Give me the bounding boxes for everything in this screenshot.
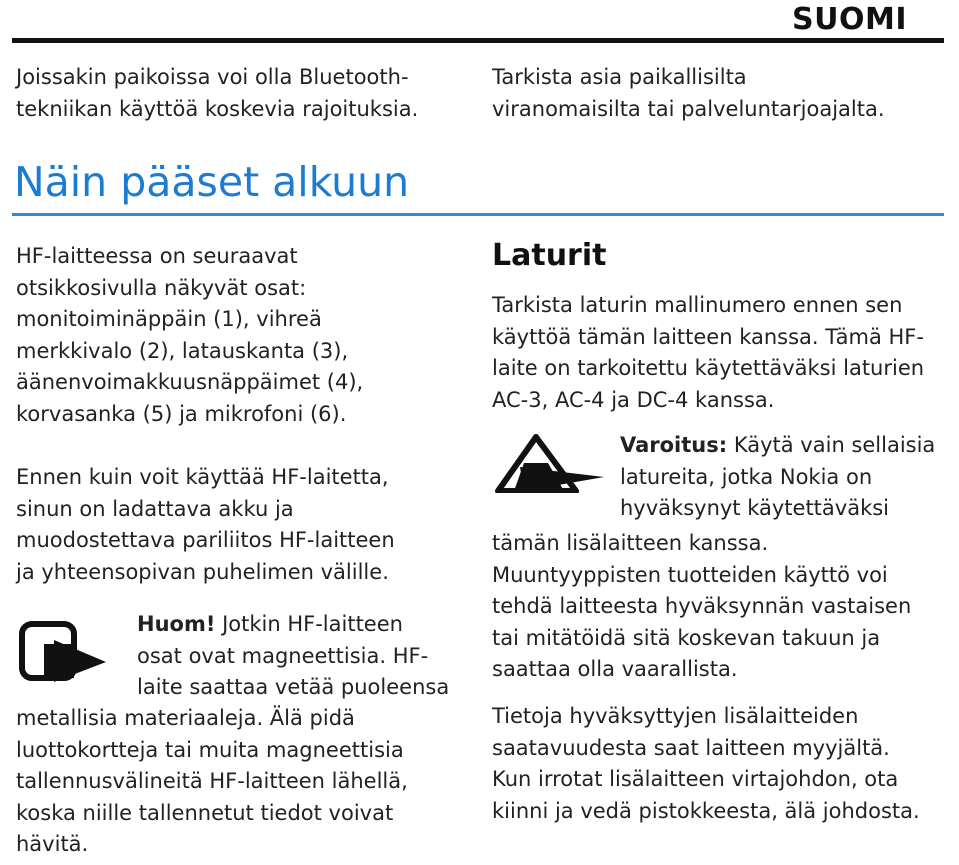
text-line: luottokortteja tai muita magneettisia [16,737,404,762]
text-line: tehdä laitteesta hyväksynnän vastaisen [492,594,912,618]
text-line: AC-3, AC-4 ja DC-4 kanssa. [492,387,775,412]
text-line: koska niille tallennetut tiedot voivat [16,800,394,825]
text-line: saatavuudesta saat laitteen myyjältä. [492,735,890,760]
text-line: laite saattaa vetää puoleensa [137,675,450,699]
text-line: laite on tarkoitettu käytettäväksi laturien [492,356,925,380]
text-line: korvasanka (5) ja mikrofoni (6). [16,401,347,426]
warning-icon [494,433,606,493]
warning-continuation [492,528,947,686]
text-line: kiinni ja vedä pistokkeesta, älä johdosta. [492,798,920,823]
text-line: Ennen kuin voit käyttää HF-laitetta, [16,465,389,489]
chargers-title: Laturit [492,238,607,273]
text-line: tekniikan käyttöä koskevia rajoituksia. [16,96,419,121]
text-line: ja yhteensopivan puhelimen välille. [16,559,389,584]
warning-label: Varoitus: [620,433,728,457]
text-line: HF-laitteessa on seuraavat [16,244,298,268]
warning-text [620,430,950,525]
text-line: monitoiminäppäin (1), vihreä [16,307,322,331]
chargers-paragraph [492,290,947,416]
text-line: saattaa olla vaarallista. [492,657,738,681]
text-line: käyttöä tämän laitteen kanssa. Tämä HF- [492,324,924,349]
text-line: sinun on ladattava akku ja [16,496,294,521]
text-line: Muuntyyppisten tuotteiden käyttö voi [492,562,888,587]
text-line: muodostettava pariliitos HF-laitteen [16,528,395,552]
note-text [137,609,467,704]
text-line: latureita, jotka Nokia on [620,464,873,489]
note-label: Huom! [137,612,216,636]
text-line: hävitä. [16,832,89,856]
text-line: hyväksynyt käytettäväksi [620,496,890,520]
section-divider [12,213,944,216]
text-line: Joissakin paikoissa voi olla Bluetooth- [16,65,409,89]
note-icon [18,620,108,682]
text-line: Jotkin HF-laitteen [215,612,403,636]
text-line: osat ovat magneettisia. HF- [137,643,429,668]
text-line: metallisia materiaaleja. Älä pidä [16,706,355,730]
text-line: otsikkosivulla näkyvät osat: [16,275,307,300]
text-line: merkkivalo (2), latauskanta (3), [16,338,349,363]
parts-paragraph [16,241,471,430]
intro-right [492,62,947,125]
intro-left [16,62,471,125]
note-continuation [16,703,471,861]
text-line: tai mitätöidä sitä koskevan takuun ja [492,625,881,650]
text-line: Käytä vain sellaisia [727,433,936,457]
pairing-paragraph [16,462,471,588]
text-line: tallennusvälineitä HF-laitteen lähellä, [16,769,408,793]
language-label: SUOMI [792,2,907,37]
text-line: äänenvoimakkuusnäppäimet (4), [16,370,364,394]
text-line: Tarkista laturin mallinumero ennen sen [492,293,903,317]
text-line: Tarkista asia paikallisilta [492,65,747,89]
text-line: viranomaisilta tai palveluntarjoajalta. [492,96,885,121]
text-line: Kun irrotat lisälaitteen virtajohdon, ota [492,767,899,791]
section-title: Näin pääset alkuun [14,158,410,206]
accessories-paragraph [492,701,947,827]
header-divider [12,38,944,43]
text-line: tämän lisälaitteen kanssa. [492,531,769,555]
text-line: Tietoja hyväksyttyjen lisälaitteiden [492,704,859,728]
